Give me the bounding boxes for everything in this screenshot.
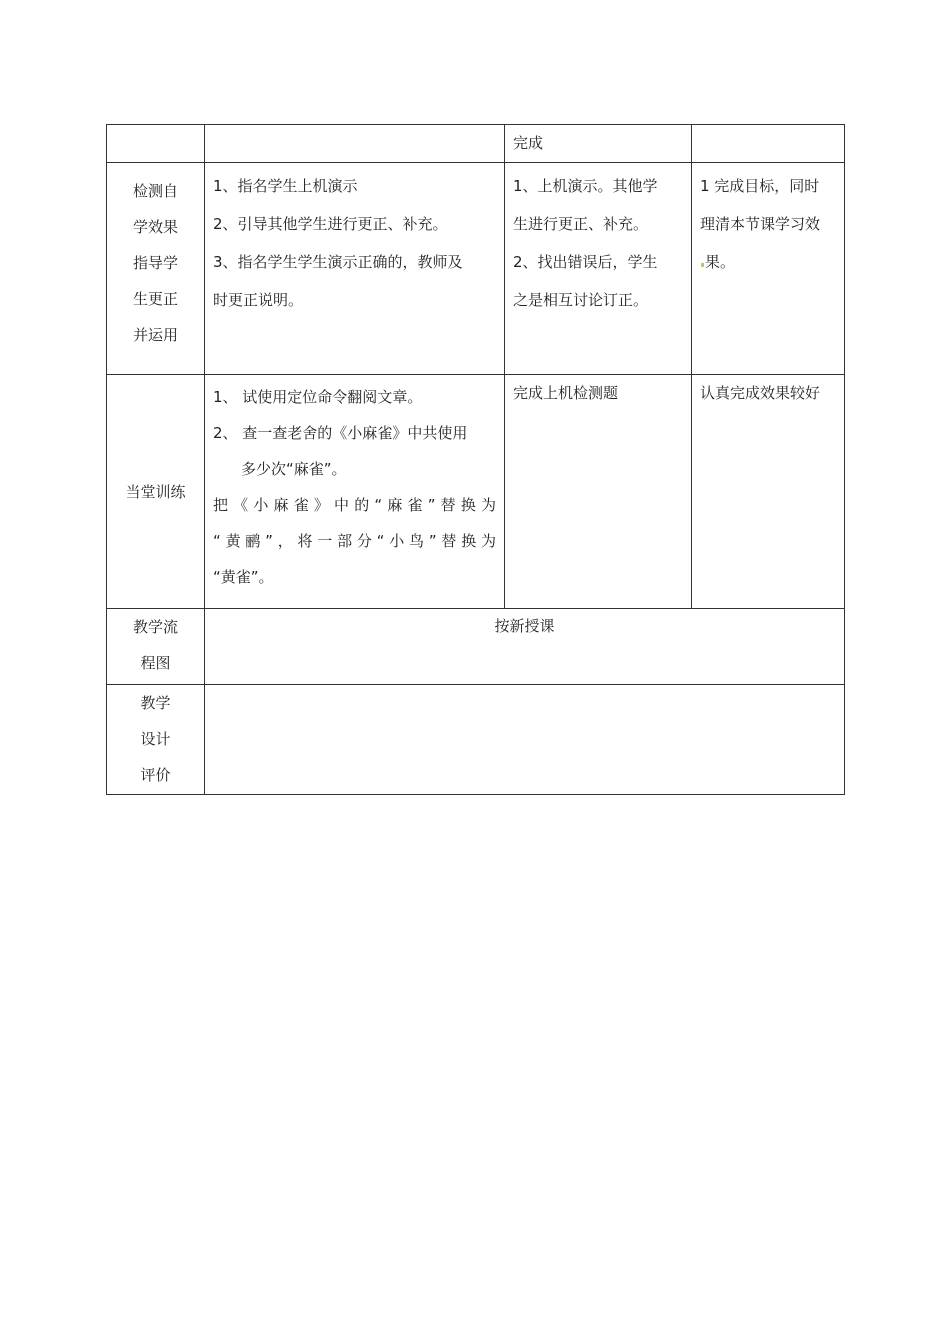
row3-content-text: 按新授课	[494, 617, 555, 635]
row2-teacher-line-wrap	[213, 451, 496, 487]
row0-intent-cell	[692, 125, 845, 163]
row1-label-line: 生更正	[132, 290, 178, 308]
row3-label-line: 程图	[140, 654, 171, 672]
row4-content-cell	[205, 685, 845, 795]
row2-teacher-line: “黄雀”。	[213, 568, 274, 586]
row1-teacher-line: 3、指名学生学生演示正确的，教师及	[213, 253, 463, 271]
row1-intent-line: 果。	[705, 253, 736, 271]
highlight-mark	[701, 263, 704, 267]
row1-teacher-line: 2、引导其他学生进行更正、补充。	[213, 215, 448, 233]
row1-teacher-cell	[205, 163, 505, 375]
row1-label-cell	[107, 163, 205, 375]
row3-label-cell	[107, 609, 205, 685]
row1-student-line: 2、找出错误后，学生	[513, 253, 658, 271]
row1-student-line: 之是相互讨论订正。	[513, 291, 649, 309]
row2-intent-cell	[692, 375, 845, 609]
row1-teacher-line: 时更正说明。	[213, 291, 304, 309]
row1-student-cell	[505, 163, 692, 375]
row1-intent-line: 1 完成目标，同时	[700, 177, 820, 195]
row1-teacher-line: 1、指名学生上机演示	[213, 177, 358, 195]
row4-label-line: 设计	[140, 730, 171, 748]
row3-label-line: 教学流	[132, 618, 178, 636]
row1-label-line: 指导学	[132, 254, 178, 272]
row2-teacher-line: 多少次“麻雀”。	[241, 460, 347, 478]
row2-teacher-line: 把《小麻雀》中的“麻雀”替换为	[213, 496, 496, 514]
table-row-check	[107, 163, 845, 375]
row2-student-text: 完成上机检测题	[513, 384, 619, 402]
row0-label-cell	[107, 125, 205, 163]
row2-intent-text: 认真完成效果较好	[700, 384, 821, 402]
row2-label-cell	[107, 375, 205, 609]
row0-activity-text: 完成	[513, 134, 544, 152]
row2-teacher-line: 2、 查一查老舍的《小麻雀》中共使用	[213, 424, 468, 442]
row0-teacher-cell	[205, 125, 505, 163]
row1-label-line: 检测自	[132, 182, 178, 200]
lesson-plan-table	[106, 124, 845, 795]
row1-intent-line: 理清本节课学习效	[700, 215, 821, 233]
table-row-top	[107, 125, 845, 163]
row1-label-line: 并运用	[132, 326, 178, 344]
row1-student-line: 生进行更正、补充。	[513, 215, 649, 233]
row2-label: 当堂训练	[125, 482, 186, 501]
row4-label-line: 评价	[140, 766, 171, 784]
row4-label-line: 教学	[140, 694, 171, 712]
table-row-flowchart	[107, 609, 845, 685]
row1-intent-line-wrap	[700, 243, 836, 281]
row2-teacher-cell	[205, 375, 505, 609]
row2-teacher-line: “黄鹂”，将一部分“小鸟”替换为	[213, 532, 496, 550]
row4-label-cell	[107, 685, 205, 795]
table-row-evaluation	[107, 685, 845, 795]
row1-student-line: 1、上机演示。其他学	[513, 177, 658, 195]
row1-intent-cell	[692, 163, 845, 375]
row1-label-line: 学效果	[132, 218, 178, 236]
row3-content-cell	[205, 609, 845, 685]
row2-teacher-line: 1、 试使用定位命令翻阅文章。	[213, 388, 423, 406]
table-row-practice	[107, 375, 845, 609]
row2-student-cell	[505, 375, 692, 609]
row0-student-cell	[505, 125, 692, 163]
